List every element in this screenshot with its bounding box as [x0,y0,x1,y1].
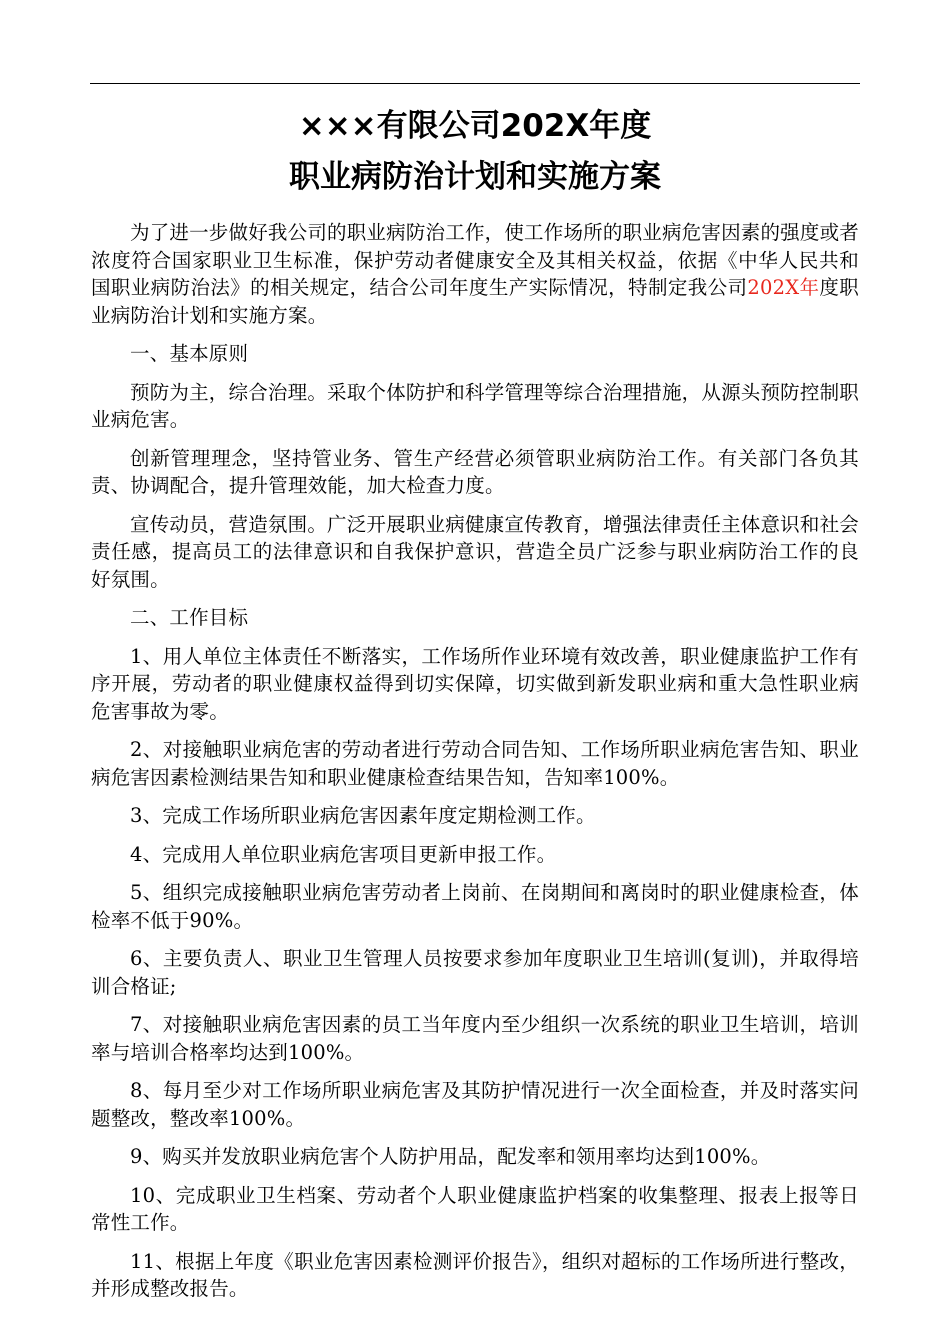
goal-item-11: 11、根据上年度《职业危害因素检测评价报告》，组织对超标的工作场所进行整改，并形成整改报告。 [91,1249,859,1300]
goal-item-5: 5、组织完成接触职业病危害劳动者上岗前、在岗期间和离岗时的职业健康检查，体检率不低于90%。 [91,881,859,932]
intro-paragraph [91,219,859,329]
principle-paragraph-3: 宣传动员，营造氛围。广泛开展职业病健康宣传教育，增强法律责任主体意识和社会责任感，提高员工的法律意识和自我保护意识，营造全员广泛参与职业病防治工作的良好氛围。 [91,512,859,591]
header-rule [90,83,860,84]
intro-year-highlight: 202X年 [747,276,820,299]
goal-item-2: 2、对接触职业病危害的劳动者进行劳动合同告知、工作场所职业病危害告知、职业病危害因素检测结果告知和职业健康检查结果告知，告知率100%。 [91,738,859,789]
section-heading-goals: 二、工作目标 [130,606,249,629]
goal-item-4: 4、完成用人单位职业病危害项目更新申报工作。 [130,842,557,866]
principle-paragraph-1: 预防为主，综合治理。采取个体防护和科学管理等综合治理措施，从源头预防控制职业病危害。 [91,380,859,431]
document-title-line2: 职业病防治计划和实施方案 [289,159,661,195]
goal-item-9: 9、购买并发放职业病危害个人防护用品，配发率和领用率均达到100%。 [130,1145,771,1168]
goal-item-3: 3、完成工作场所职业病危害因素年度定期检测工作。 [130,804,596,827]
document-body [91,219,859,1314]
intro-text-before: 为了进一步做好我公司的职业病防治工作，使工作场所的职业病危害因素的强度或者浓度符合国家职业卫生标准，保护劳动者健康安全及其相关权益，依据《中华人民共和国职业病防治法》的相关规定，结合公司年度生产实际情况，特制定我公司 [91,221,859,299]
goal-item-7: 7、对接触职业病危害因素的员工当年度内至少组织一次系统的职业卫生培训，培训率与培训合格率均达到100%。 [91,1013,859,1064]
goal-item-8: 8、每月至少对工作场所职业病危害及其防护情况进行一次全面检查，并及时落实问题整改，整改率100%。 [91,1079,859,1130]
principle-paragraph-2: 创新管理理念，坚持管业务、管生产经营必须管职业病防治工作。有关部门各负其责、协调配合，提升管理效能，加大检查力度。 [91,446,859,497]
intro-text-after: 度职业病防治计划和实施方案。 [91,276,859,327]
goal-item-1: 1、用人单位主体责任不断落实，工作场所作业环境有效改善，职业健康监护工作有序开展，劳动者的职业健康权益得到切实保障，切实做到新发职业病和重大急性职业病危害事故为零。 [91,644,859,723]
goal-item-10: 10、完成职业卫生档案、劳动者个人职业健康监护档案的收集整理、报表上报等日常性工作。 [91,1183,859,1234]
section-heading-principles: 一、基本原则 [130,342,249,365]
document-title-line1: ×××有限公司202X年度 [298,108,652,144]
goal-item-6: 6、主要负责人、职业卫生管理人员按要求参加年度职业卫生培训(复训)，并取得培训合格证; [91,947,859,998]
